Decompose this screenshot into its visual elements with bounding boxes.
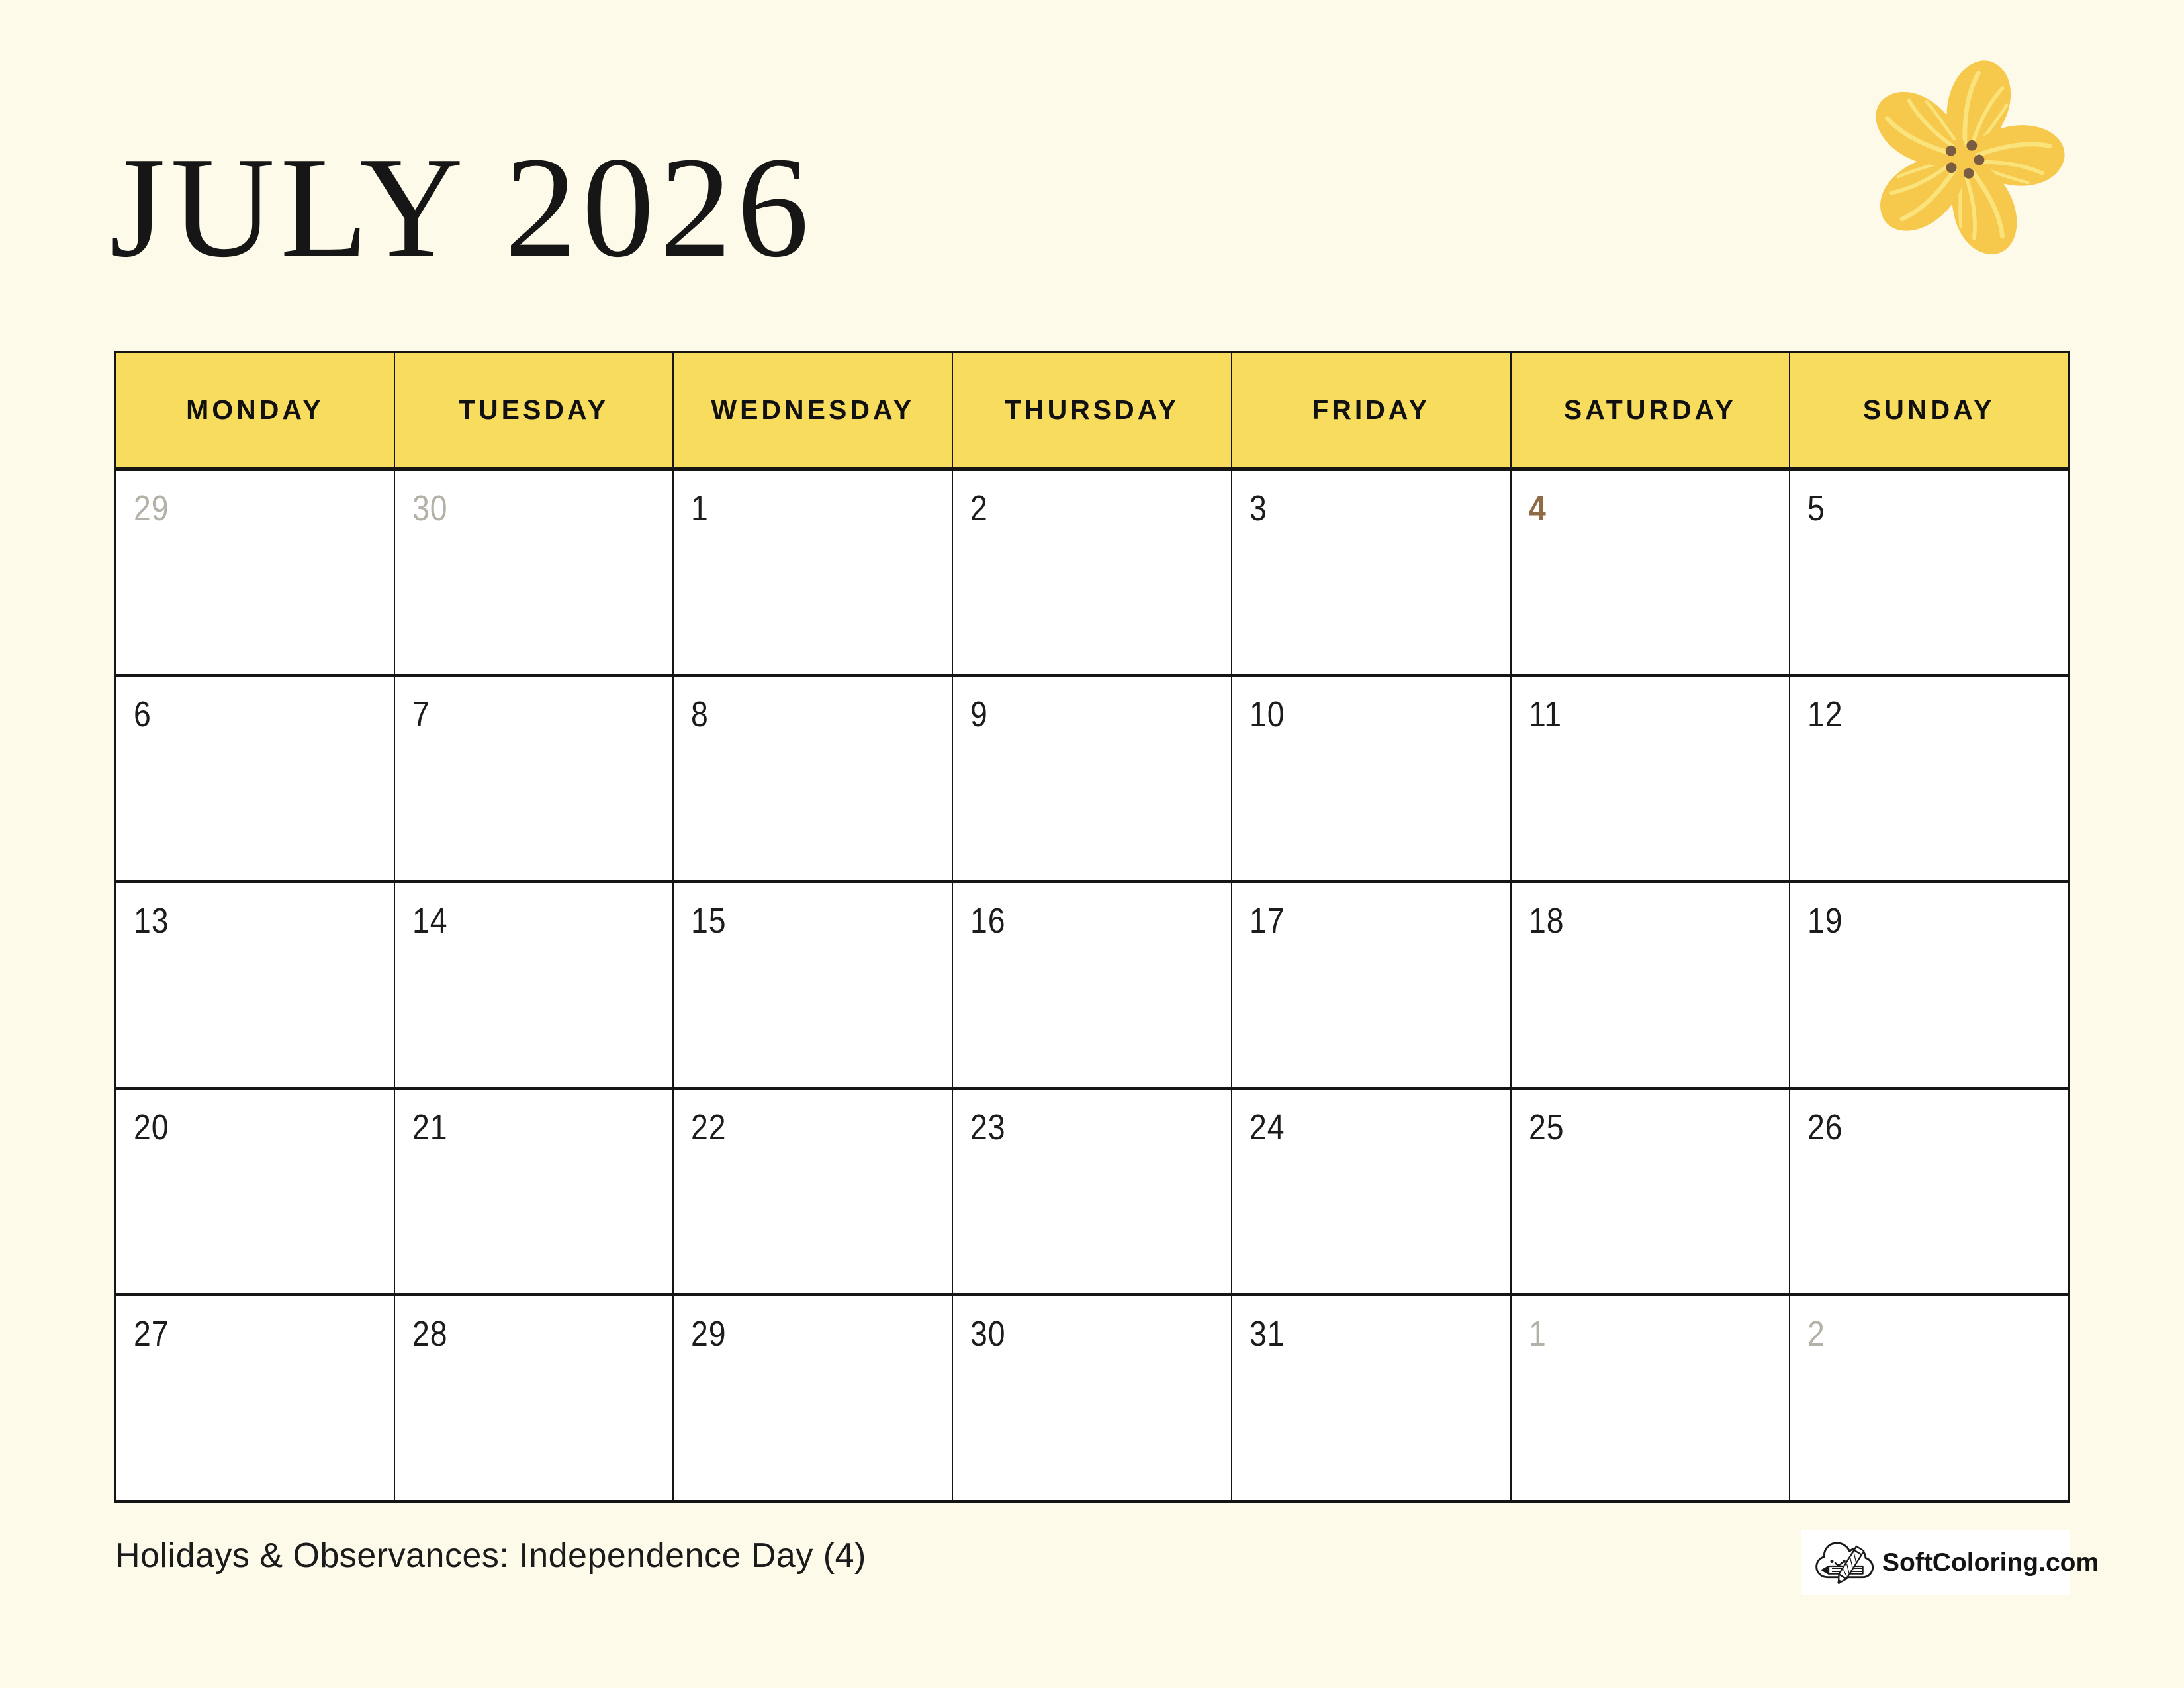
day-number: 23 bbox=[970, 1107, 1006, 1147]
day-number: 14 bbox=[412, 901, 448, 941]
day-number: 1 bbox=[691, 488, 709, 528]
day-cell bbox=[1511, 882, 1790, 1088]
day-number: 4 bbox=[1528, 488, 1547, 528]
day-cell bbox=[394, 1295, 674, 1501]
day-cell bbox=[115, 469, 394, 675]
page-title: JULY 2026 bbox=[109, 128, 815, 287]
day-cell bbox=[1790, 1295, 2069, 1501]
day-cell bbox=[394, 882, 674, 1088]
day-cell bbox=[673, 675, 952, 882]
day-cell bbox=[1790, 1088, 2069, 1295]
day-number: 11 bbox=[1528, 694, 1562, 734]
day-cell bbox=[1232, 675, 1511, 882]
holidays-note: Holidays & Observances: Independence Day (4) bbox=[115, 1536, 866, 1575]
day-number: 29 bbox=[691, 1314, 727, 1354]
day-cell bbox=[952, 882, 1232, 1088]
day-cell bbox=[1232, 1295, 1511, 1501]
weekday-row bbox=[115, 352, 2069, 469]
day-number: 27 bbox=[134, 1314, 169, 1354]
flower-decoration-icon bbox=[1850, 41, 2078, 276]
calendar-header bbox=[115, 352, 2069, 469]
weekday-header-saturday: SATURDAY bbox=[1511, 352, 1790, 469]
day-number: 1 bbox=[1528, 1314, 1547, 1354]
weekday-header-tuesday: TUESDAY bbox=[394, 352, 674, 469]
day-number: 7 bbox=[412, 694, 430, 734]
week-row bbox=[115, 882, 2069, 1088]
day-number: 15 bbox=[691, 901, 727, 941]
day-number: 2 bbox=[1807, 1314, 1825, 1354]
day-cell bbox=[673, 1295, 952, 1501]
day-cell bbox=[1790, 882, 2069, 1088]
day-cell bbox=[1511, 469, 1790, 675]
day-cell bbox=[1511, 1295, 1790, 1501]
day-number: 29 bbox=[134, 488, 169, 528]
day-number: 30 bbox=[970, 1314, 1006, 1354]
day-cell bbox=[673, 1088, 952, 1295]
day-cell bbox=[1232, 469, 1511, 675]
weekday-header-monday: MONDAY bbox=[115, 352, 394, 469]
weekday-header-friday: FRIDAY bbox=[1232, 352, 1511, 469]
day-number: 2 bbox=[970, 488, 988, 528]
day-cell bbox=[1511, 675, 1790, 882]
day-cell bbox=[1511, 1088, 1790, 1295]
day-number: 25 bbox=[1528, 1107, 1564, 1147]
day-cell bbox=[673, 882, 952, 1088]
day-cell bbox=[673, 469, 952, 675]
calendar-body bbox=[115, 469, 2069, 1501]
day-number: 6 bbox=[134, 694, 152, 734]
day-number: 5 bbox=[1807, 488, 1825, 528]
day-cell bbox=[115, 1295, 394, 1501]
day-number: 10 bbox=[1249, 694, 1285, 734]
day-number: 18 bbox=[1528, 901, 1564, 941]
day-cell bbox=[115, 675, 394, 882]
week-row bbox=[115, 675, 2069, 882]
day-cell bbox=[394, 469, 674, 675]
day-cell bbox=[1790, 675, 2069, 882]
day-number: 21 bbox=[412, 1107, 448, 1147]
weekday-header-wednesday: WEDNESDAY bbox=[673, 352, 952, 469]
day-cell bbox=[115, 1088, 394, 1295]
day-cell bbox=[952, 675, 1232, 882]
week-row bbox=[115, 1088, 2069, 1295]
day-cell bbox=[394, 1088, 674, 1295]
day-number: 8 bbox=[691, 694, 709, 734]
day-number: 17 bbox=[1249, 901, 1285, 941]
day-number: 28 bbox=[412, 1314, 448, 1354]
day-cell bbox=[1232, 1088, 1511, 1295]
day-cell bbox=[115, 882, 394, 1088]
calendar-table bbox=[114, 351, 2070, 1503]
weekday-header-sunday: SUNDAY bbox=[1790, 352, 2069, 469]
logo-text: SoftColoring.com bbox=[1882, 1548, 2099, 1577]
day-number: 26 bbox=[1807, 1107, 1843, 1147]
day-number: 31 bbox=[1249, 1314, 1285, 1354]
weekday-header-thursday: THURSDAY bbox=[952, 352, 1232, 469]
day-number: 24 bbox=[1249, 1107, 1285, 1147]
day-number: 12 bbox=[1807, 694, 1843, 734]
softcoloring-logo bbox=[1801, 1530, 2099, 1595]
day-number: 20 bbox=[134, 1107, 169, 1147]
day-number: 3 bbox=[1249, 488, 1267, 528]
week-row bbox=[115, 469, 2069, 675]
day-cell bbox=[952, 1295, 1232, 1501]
day-number: 16 bbox=[970, 901, 1006, 941]
day-cell bbox=[952, 1088, 1232, 1295]
day-number: 13 bbox=[134, 901, 169, 941]
day-number: 19 bbox=[1807, 901, 1843, 941]
day-cell bbox=[394, 675, 674, 882]
day-number: 22 bbox=[691, 1107, 727, 1147]
day-cell bbox=[1790, 469, 2069, 675]
day-number: 30 bbox=[412, 488, 448, 528]
day-number: 9 bbox=[970, 694, 988, 734]
day-cell bbox=[952, 469, 1232, 675]
week-row bbox=[115, 1295, 2069, 1501]
cloud-pencil-icon bbox=[1812, 1535, 1878, 1591]
day-cell bbox=[1232, 882, 1511, 1088]
